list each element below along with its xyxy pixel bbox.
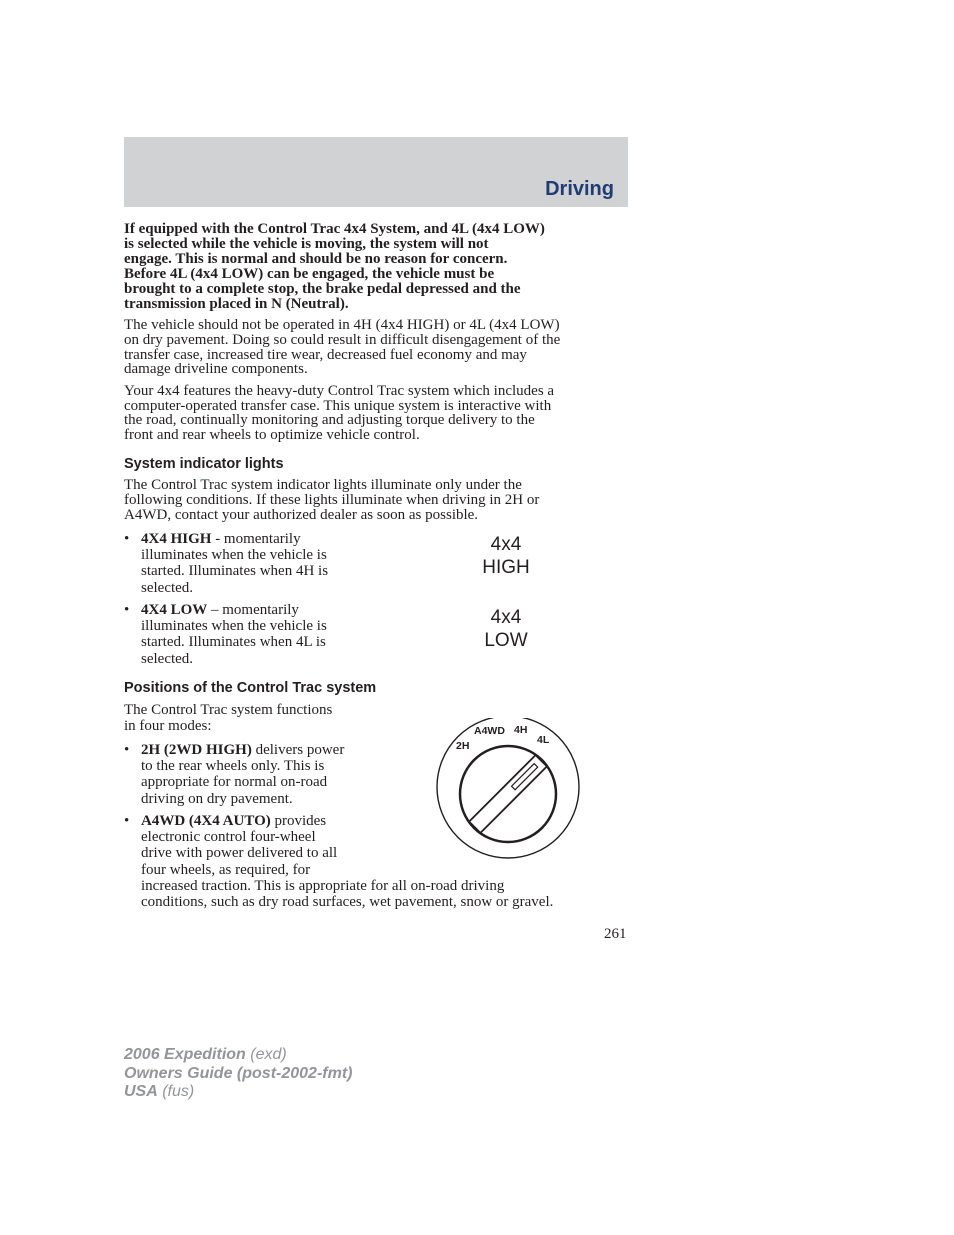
dial-label-4l: 4L bbox=[537, 734, 550, 746]
dial-label-a4wd: A4WD bbox=[474, 725, 505, 737]
dial-label-2h: 2H bbox=[456, 740, 470, 752]
bullet-term: 4X4 LOW bbox=[141, 602, 208, 618]
warning-line: engage. This is normal and should be no reason for concern. bbox=[124, 251, 508, 267]
warning-line: is selected while the vehicle is moving, the system will not bbox=[124, 236, 489, 252]
header-band bbox=[124, 137, 628, 207]
warning-line: transmission placed in N (Neutral). bbox=[124, 296, 349, 312]
bullet-dot: • bbox=[124, 742, 130, 758]
page-number: 261 bbox=[604, 926, 627, 942]
text-line: Your 4x4 features the heavy-duty Control Trac system which includes a bbox=[124, 383, 555, 399]
bullet-dot: • bbox=[124, 813, 130, 829]
footer: 2006 Expedition (exd) Owners Guide (post-2002-fmt) USA (fus) bbox=[124, 1046, 353, 1100]
text-line: front and rear wheels to optimize vehicle control. bbox=[124, 427, 420, 443]
bullet-dot: • bbox=[124, 602, 130, 618]
text-line: on dry pavement. Doing so could result in difficult disengagement of the bbox=[124, 332, 561, 348]
text-line: The Control Trac system indicator lights illuminate only under the bbox=[124, 477, 522, 493]
warning-line: If equipped with the Control Trac 4x4 System, and 4L (4x4 LOW) bbox=[124, 221, 545, 237]
text-line: The Control Trac system functions bbox=[124, 702, 333, 718]
text-line: following conditions. If these lights illuminate when driving in 2H or bbox=[124, 492, 540, 508]
text-line: A4WD, contact your authorized dealer as soon as possible. bbox=[124, 507, 479, 523]
bullet-term: 4X4 HIGH bbox=[141, 531, 212, 547]
warning-line: Before 4L (4x4 LOW) can be engaged, the vehicle must be bbox=[124, 266, 495, 282]
bullet-term: 2H (2WD HIGH) bbox=[141, 742, 252, 758]
text-line: damage driveline components. bbox=[124, 361, 308, 377]
text-line: computer-operated transfer case. This unique system is interactive with bbox=[124, 398, 552, 414]
text-line: The vehicle should not be operated in 4H (4x4 HIGH) or 4L (4x4 LOW) bbox=[124, 317, 560, 333]
section-title: Driving bbox=[545, 178, 614, 200]
indicator-4x4-low: 4x4 LOW bbox=[484, 607, 528, 651]
heading-indicator-lights: System indicator lights bbox=[124, 456, 284, 472]
text-line: in four modes: bbox=[124, 718, 212, 734]
dial-label-4h: 4H bbox=[514, 724, 528, 736]
text-line: transfer case, increased tire wear, decreased fuel economy and may bbox=[124, 347, 527, 363]
bullet-dot: • bbox=[124, 531, 130, 547]
indicator-4x4-high: 4x4 HIGH bbox=[482, 534, 530, 578]
bullet-term: A4WD (4X4 AUTO) bbox=[141, 813, 271, 829]
warning-line: brought to a complete stop, the brake pedal depressed and the bbox=[124, 281, 521, 297]
heading-positions: Positions of the Control Trac system bbox=[124, 680, 377, 696]
text-line: the road, continually monitoring and adjusting torque delivery to the bbox=[124, 412, 535, 428]
control-trac-dial-icon bbox=[435, 718, 583, 860]
